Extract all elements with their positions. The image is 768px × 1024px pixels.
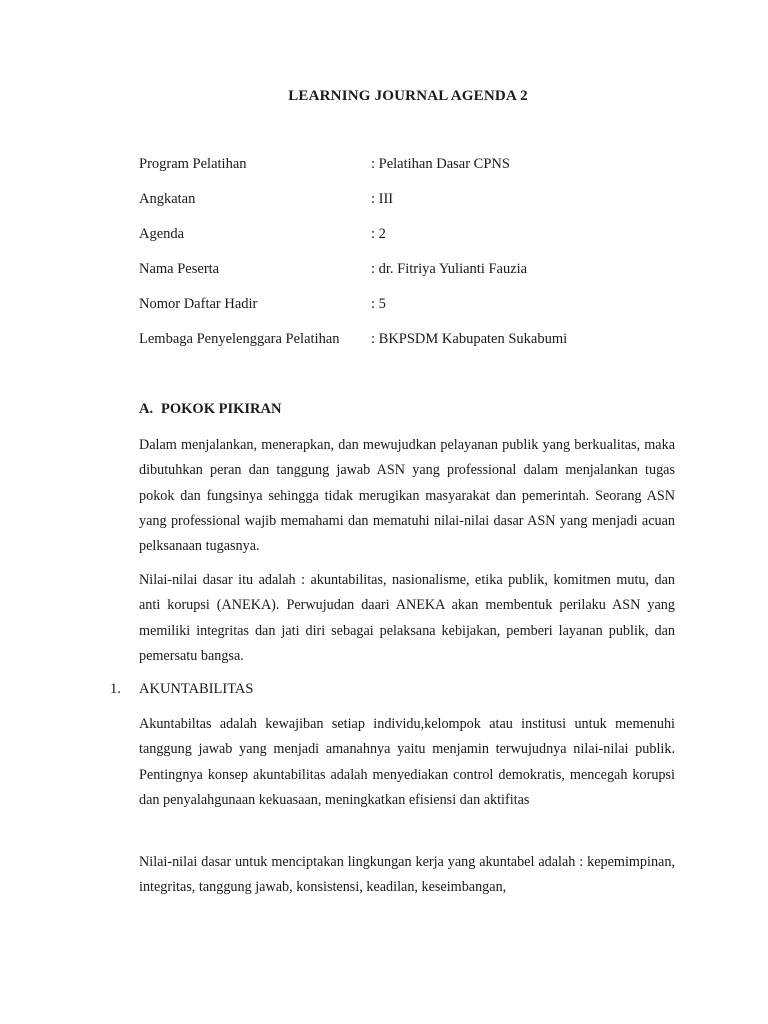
info-value: : 2 — [371, 226, 386, 242]
info-label: Program Pelatihan — [139, 156, 247, 172]
info-label: Nomor Daftar Hadir — [139, 296, 258, 312]
section-heading-a — [139, 401, 281, 418]
info-label: Nama Peserta — [139, 261, 220, 277]
info-label: Lembaga Penyelenggara Pelatihan — [139, 331, 340, 347]
section-number: A. — [139, 401, 154, 417]
info-value: : BKPSDM Kabupaten Sukabumi — [371, 331, 568, 347]
section-title: POKOK PIKIRAN — [161, 401, 282, 417]
paragraph: Dalam menjalankan, menerapkan, dan mewujudkan pelayanan publik yang berkualitas, maka dibutuhkan peran dan tanggung jawab ASN yang professional dalam menjalankan tugas pokok dan fungsinya sehingga tidak merugikan masyarakat dan pemerintah. Seorang ASN yang professional wajib memahami dan mematuhi nilai-nilai dasar ASN yang menjadi acuan pelksanaan tugasnya. — [139, 437, 675, 555]
info-value: : Pelatihan Dasar CPNS — [371, 156, 510, 172]
document-title: LEARNING JOURNAL AGENDA 2 — [288, 88, 528, 104]
subsection-title: AKUNTABILITAS — [139, 681, 254, 697]
info-value: : 5 — [371, 296, 386, 312]
info-label: Agenda — [139, 226, 185, 242]
info-value: : dr. Fitriya Yulianti Fauzia — [371, 261, 528, 277]
info-label: Angkatan — [139, 191, 196, 207]
subsection-number: 1. — [110, 681, 121, 697]
info-value: : III — [371, 191, 394, 207]
paragraph: Nilai-nilai dasar itu adalah : akuntabilitas, nasionalisme, etika publik, komitmen mutu, dan anti korupsi (ANEKA). Perwujudan daari ANEKA akan membentuk perilaku ASN yang memiliki integritas dan jati diri sebagai pelaksana kebijakan, pemberi layanan publik, dan pemersatu bangsa. — [139, 572, 675, 664]
paragraph: Nilai-nilai dasar untuk menciptakan lingkungan kerja yang akuntabel adalah : kepemimpinan, integritas, tanggung jawab, konsistensi, keadilan, keseimbangan, — [139, 854, 675, 896]
subsection-heading-1 — [110, 681, 253, 698]
paragraph: Akuntabiltas adalah kewajiban setiap individu,kelompok atau institusi untuk memenuhi tanggung jawab yang menjadi amanahnya yaitu menjamin terwujudnya nilai-nilai publik. Pentingnya konsep akuntabilitas adalah menyediakan control demokratis, mencegah korupsi dan penyalahgunaan kekuasaan, meningkatkan efisiensi dan aktifitas — [139, 716, 675, 808]
